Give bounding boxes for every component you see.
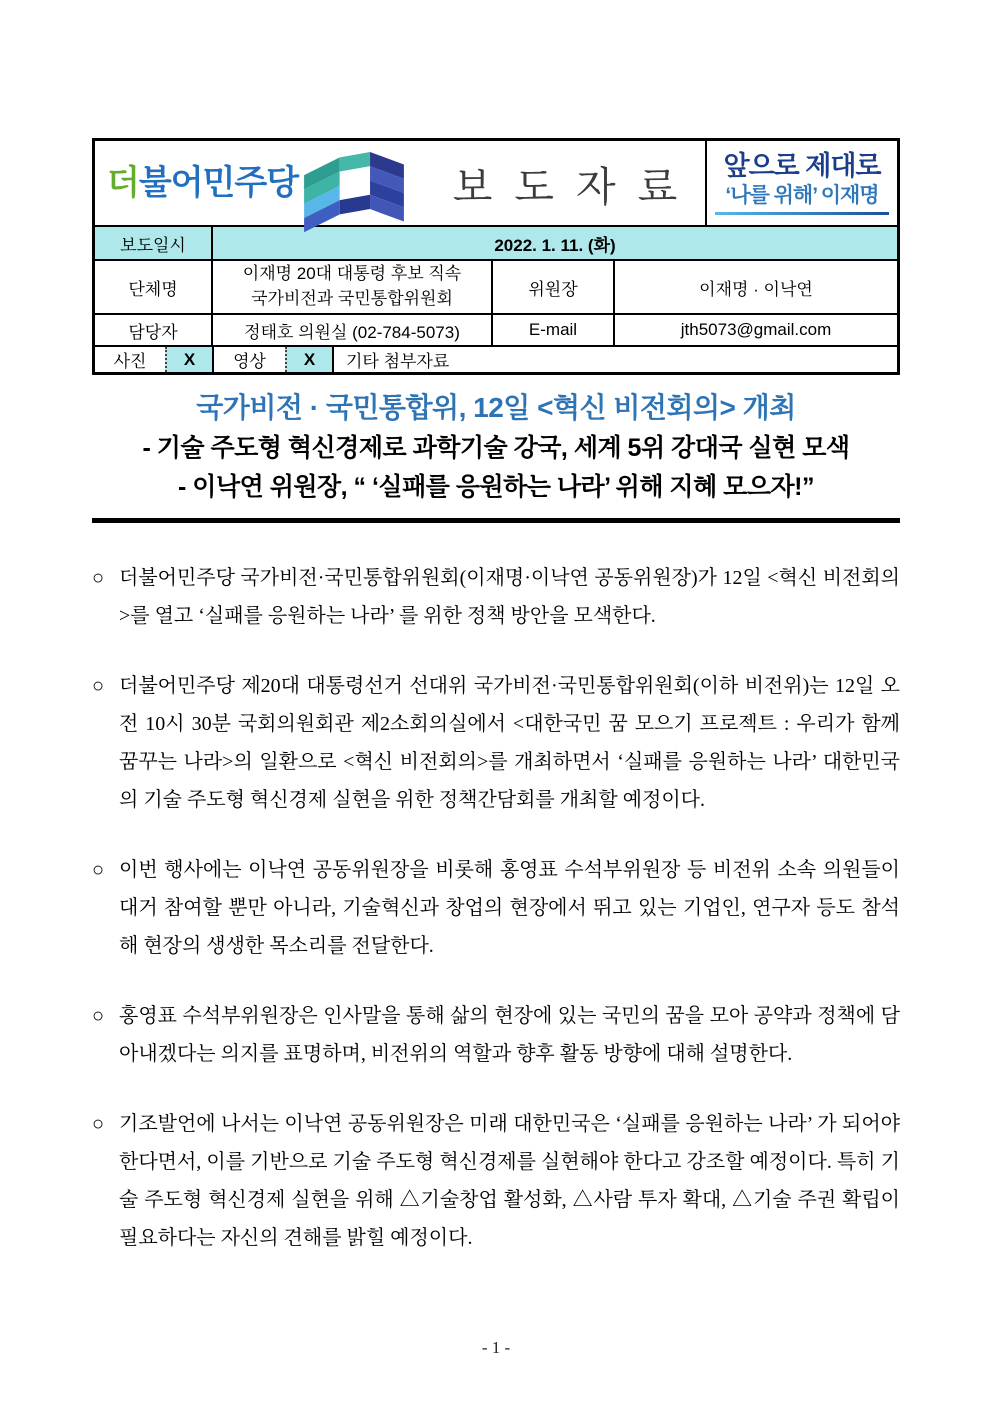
party-logo-text-first: 더 <box>107 164 139 202</box>
email-label: E-mail <box>493 315 615 345</box>
page-number: - 1 - <box>481 1338 511 1357</box>
paragraph-bullet: ○ <box>92 567 105 590</box>
video-checkbox: X <box>285 347 332 372</box>
headline-title: 국가비전 · 국민통합위, 12일 <혁신 비전회의> 개최 <box>196 392 796 423</box>
video-label: 영상 <box>212 347 285 372</box>
paragraph <box>92 559 900 635</box>
paragraph-text: 기조발언에 나서는 이낙연 공동위원장은 미래 대한민국은 ‘실패를 응원하는 나라’ 가 되어야 한다면서, 이를 기반으로 기술 주도형 혁신경제를 실현해야 한다고 강조할 예정이다. 특히 기술 주도형 혁신경제 실현을 위해 △기술창업 활성화, △사람 투자 확대, △기술 주권 확립이 필요하다는 자신의 견해를 밝힐 예정이다. <box>119 1113 900 1250</box>
paragraph-bullet: ○ <box>92 675 105 698</box>
headline-subtitle-1: - 기술 주도형 혁신경제로 과학기술 강국, 세계 5위 강대국 실현 모색 <box>142 434 850 463</box>
party-flag-icon <box>304 152 404 234</box>
release-date-label: 보도일시 <box>95 227 213 259</box>
paragraph-text: 더불어민주당 국가비전·국민통합위원회(이재명·이낙연 공동위원장)가 12일 <혁신 비전회의>를 열고 ‘실패를 응원하는 나라’ 를 위한 정책 방안을 모색한다. <box>119 567 900 628</box>
email-value: jth5073@gmail.com <box>680 320 832 339</box>
paragraph-text: 더불어민주당 제20대 대통령선거 선대위 국가비전·국민통합위원회(이하 비전위)는 12일 오전 10시 30분 국회의원회관 제2소회의실에서 <대한국민 꿈 모으기 프로젝트 : 우리가 함께 꿈꾸는 나라>의 일환으로 <혁신 비전회의>를 개최하면서 ‘실패를 응원하는 나라’ 대한민국의 기술 주도형 혁신경제 실현을 위한 정책간담회를 개최할 예정이다. <box>119 675 900 812</box>
organization-value-line2: 국가비전과 국민통합위원회 <box>251 289 453 308</box>
paragraph <box>92 851 900 965</box>
paragraph-bullet: ○ <box>92 1005 105 1028</box>
organization-value <box>213 261 493 313</box>
campaign-slogan <box>705 141 897 225</box>
etc-attachments-label: 기타 첨부자료 <box>332 347 897 372</box>
paragraph <box>92 1105 900 1257</box>
organization-value-line1: 이재명 20대 대통령 후보 직속 <box>242 264 462 284</box>
press-release-title: 보도자료 <box>452 163 700 210</box>
attachments-row <box>95 345 897 372</box>
contact-row <box>95 313 897 345</box>
chairman-value: 이재명 · 이낙연 <box>699 279 813 299</box>
contact-label: 담당자 <box>95 315 213 345</box>
paragraph-bullet: ○ <box>92 859 105 882</box>
press-release-page <box>92 0 900 1257</box>
masthead-row <box>95 141 897 225</box>
party-logo-text-rest: 불어민주당 <box>138 164 299 202</box>
photo-checkbox: X <box>165 347 212 372</box>
organization-label: 단체명 <box>95 261 213 313</box>
photo-label: 사진 <box>113 352 147 371</box>
headline-divider <box>92 518 900 523</box>
paragraph-text: 홍영표 수석부위원장은 인사말을 통해 삶의 현장에 있는 국민의 꿈을 모아 공약과 정책에 담아내겠다는 의지를 표명하며, 비전위의 역할과 향후 활동 방향에 대해 설명한다. <box>119 1005 900 1066</box>
release-date-value: 2022. 1. 11. (화) <box>494 235 616 255</box>
contact-value: 정태호 의원실 (02-784-5073) <box>213 315 493 345</box>
slogan-line2: ‘나를 위해’ 이재명 <box>725 184 879 208</box>
release-date-row <box>95 225 897 259</box>
paragraph-bullet: ○ <box>92 1113 105 1136</box>
article-body <box>92 559 900 1257</box>
paragraph <box>92 667 900 819</box>
organization-row <box>95 259 897 313</box>
paragraph-text: 이번 행사에는 이낙연 공동위원장을 비롯해 홍영표 수석부위원장 등 비전위 소속 의원들이 대거 참여할 뿐만 아니라, 기술혁신과 창업의 현장에서 뛰고 있는 기업인, 연구자 등도 참석해 현장의 생생한 목소리를 전달한다. <box>119 859 900 958</box>
header-table <box>92 138 900 375</box>
party-logo <box>95 141 425 225</box>
paragraph <box>92 997 900 1073</box>
headline-subtitle-2: - 이낙연 위원장, “ ‘실패를 응원하는 나라’ 위해 지혜 모으자!” <box>178 473 814 502</box>
chairman-label: 위원장 <box>493 261 615 313</box>
slogan-line1: 앞으로 제대로 <box>723 151 881 182</box>
headline-block <box>92 390 900 523</box>
